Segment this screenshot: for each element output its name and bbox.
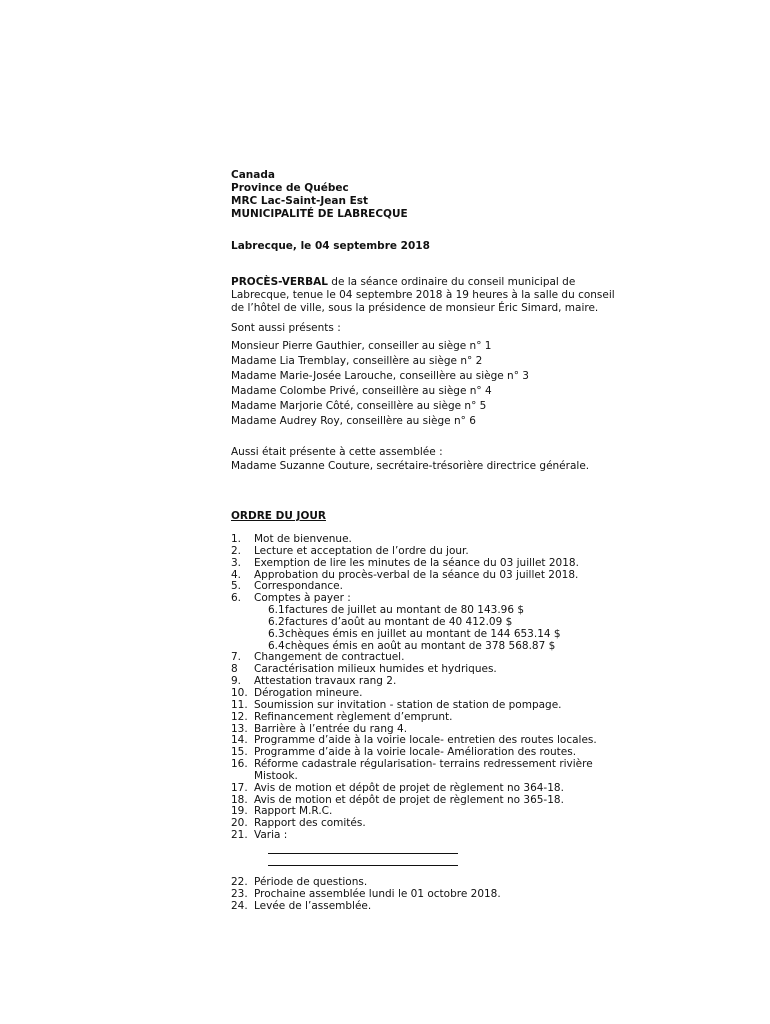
agenda-item-number: 2. bbox=[231, 544, 242, 557]
agenda-item-text: Changement de contractuel. bbox=[254, 651, 405, 664]
agenda-item-text: Programme d’aide à la voirie locale- entretien des routes locales. bbox=[254, 734, 597, 747]
councillor-item: Madame Lia Tremblay, conseillère au siège n° 2 bbox=[231, 355, 483, 367]
agenda-item-number: 13. bbox=[231, 722, 248, 735]
agenda-item-text: Attestation travaux rang 2. bbox=[254, 675, 397, 688]
councillor-item: Madame Marjorie Côté, conseillère au siège n° 5 bbox=[231, 400, 487, 412]
agenda-subitem-text: chèques émis en juillet au montant de 144 653.14 $ bbox=[285, 627, 561, 640]
agenda-subitem-number: 6.3 bbox=[268, 627, 285, 640]
agenda-item-text: Mot de bienvenue. bbox=[254, 533, 352, 545]
agenda-subitem-number: 6.2 bbox=[268, 615, 285, 628]
councillor-item: Madame Colombe Privé, conseillère au siège n° 4 bbox=[231, 385, 492, 397]
agenda-item-text: Exemption de lire les minutes de la séance du 03 juillet 2018. bbox=[254, 556, 579, 569]
agenda-item-text: Dérogation mineure. bbox=[254, 686, 363, 699]
agenda-item-number: 14. bbox=[231, 734, 248, 747]
varia-blank-line bbox=[268, 854, 458, 866]
header-municipality: MUNICIPALITÉ DE LABRECQUE bbox=[231, 208, 408, 220]
agenda-item-number: 7. bbox=[231, 651, 242, 664]
header-province: Province de Québec bbox=[231, 182, 349, 194]
agenda-item-number: 5. bbox=[231, 580, 242, 593]
councillor-item: Madame Audrey Roy, conseillère au siège n° 6 bbox=[231, 415, 476, 427]
agenda-item-text: Barrière à l’entrée du rang 4. bbox=[254, 722, 408, 735]
agenda-item bbox=[231, 558, 597, 570]
agenda-item-number: 17. bbox=[231, 781, 248, 794]
agenda-subitem bbox=[231, 629, 597, 641]
agenda-item-text: Comptes à payer : bbox=[254, 592, 351, 605]
councillor-item: Monsieur Pierre Gauthier, conseiller au siège n° 1 bbox=[231, 340, 492, 352]
agenda-item-number: 10. bbox=[231, 686, 248, 699]
varia-blank-line bbox=[268, 842, 458, 854]
agenda-item-number: 16. bbox=[231, 758, 248, 771]
agenda-item-number: 12. bbox=[231, 710, 248, 723]
agenda-item-number: 9. bbox=[231, 675, 242, 688]
agenda-item-text: Caractérisation milieux humides et hydriques. bbox=[254, 663, 497, 676]
agenda-item-text: Lecture et acceptation de l’ordre du jour. bbox=[254, 544, 469, 557]
agenda-subitem-text: factures d’août au montant de 40 412.09 $ bbox=[285, 615, 513, 628]
agenda-item bbox=[231, 546, 597, 558]
agenda-item-number: 18. bbox=[231, 793, 248, 806]
agenda-subitem-number: 6.1 bbox=[268, 604, 285, 617]
intro-line2: Labrecque, tenue le 04 septembre 2018 à 19 heures à la salle du conseil bbox=[231, 289, 615, 301]
agenda-item-text: Rapport des comités. bbox=[254, 817, 366, 830]
agenda-item-text: Varia : bbox=[254, 829, 288, 842]
document-header bbox=[231, 169, 408, 221]
agenda-item-text: Levée de l’assemblée. bbox=[254, 900, 372, 913]
agenda-item-text: Correspondance. bbox=[254, 580, 343, 593]
agenda-item-text: Soumission sur invitation - station de station de pompage. bbox=[254, 698, 562, 711]
agenda-list bbox=[231, 534, 597, 913]
agenda-subitem-text: factures de juillet au montant de 80 143.96 $ bbox=[285, 604, 525, 617]
agenda-item bbox=[231, 783, 597, 795]
agenda-item-number: 23. bbox=[231, 888, 248, 901]
agenda-item-text: Prochaine assemblée lundi le 01 octobre 2018. bbox=[254, 888, 501, 901]
agenda-item-number: 20. bbox=[231, 817, 248, 830]
agenda-item bbox=[231, 901, 597, 913]
agenda-item-number: 4. bbox=[231, 568, 242, 581]
agenda-item-number: 8 bbox=[231, 663, 238, 676]
councillor-item: Madame Marie-Josée Larouche, conseillère au siège n° 3 bbox=[231, 370, 529, 382]
agenda-item-number: 15. bbox=[231, 746, 248, 759]
intro-line3: de l’hôtel de ville, sous la présidence de monsieur Éric Simard, maire. bbox=[231, 302, 599, 314]
intro-bold-label: PROCÈS-VERBAL bbox=[231, 276, 328, 288]
agenda-title: ORDRE DU JOUR bbox=[231, 510, 326, 522]
councillor-list bbox=[231, 339, 529, 429]
agenda-item-number: 11. bbox=[231, 698, 248, 711]
agenda-item bbox=[231, 700, 597, 712]
intro-paragraph bbox=[231, 276, 615, 315]
agenda-item-number: 21. bbox=[231, 829, 248, 842]
header-mrc: MRC Lac-Saint-Jean Est bbox=[231, 195, 369, 207]
agenda-item-number: 1. bbox=[231, 533, 242, 545]
also-present bbox=[231, 445, 589, 473]
agenda-subitem bbox=[231, 617, 597, 629]
agenda-subitem-text: chèques émis en août au montant de 378 568.87 $ bbox=[285, 639, 556, 652]
agenda-item bbox=[231, 712, 597, 724]
agenda-item-text: Programme d’aide à la voirie locale- Amélioration des routes. bbox=[254, 746, 577, 759]
agenda-item-text: Période de questions. bbox=[254, 876, 368, 889]
agenda-item-number: 22. bbox=[231, 876, 248, 889]
also-present-label: Aussi était présente à cette assemblée : bbox=[231, 446, 443, 458]
present-heading: Sont aussi présents : bbox=[231, 322, 341, 334]
agenda-item-number: 3. bbox=[231, 556, 242, 569]
agenda-item-text: Rapport M.R.C. bbox=[254, 805, 333, 818]
agenda-item-text: Réforme cadastrale régularisation- terrains redressement rivière bbox=[254, 758, 593, 771]
agenda-item-number: 6. bbox=[231, 592, 242, 605]
agenda-item-number: 19. bbox=[231, 805, 248, 818]
agenda-item-continuation: Mistook. bbox=[254, 769, 298, 782]
agenda-item-text: Refinancement règlement d’emprunt. bbox=[254, 710, 453, 723]
agenda-item-text: Avis de motion et dépôt de projet de règlement no 364-18. bbox=[254, 781, 564, 794]
agenda-subitem-number: 6.4 bbox=[268, 639, 285, 652]
intro-line1: de la séance ordinaire du conseil municipal de bbox=[327, 276, 576, 288]
agenda-item-number: 24. bbox=[231, 900, 248, 913]
header-country: Canada bbox=[231, 169, 275, 181]
agenda-item bbox=[231, 830, 597, 842]
agenda-item-text: Avis de motion et dépôt de projet de règlement no 365-18. bbox=[254, 793, 564, 806]
also-present-person: Madame Suzanne Couture, secrétaire-trésorière directrice générale. bbox=[231, 460, 590, 472]
date-line: Labrecque, le 04 septembre 2018 bbox=[231, 240, 430, 252]
agenda-item-text: Approbation du procès-verbal de la séance du 03 juillet 2018. bbox=[254, 568, 579, 581]
